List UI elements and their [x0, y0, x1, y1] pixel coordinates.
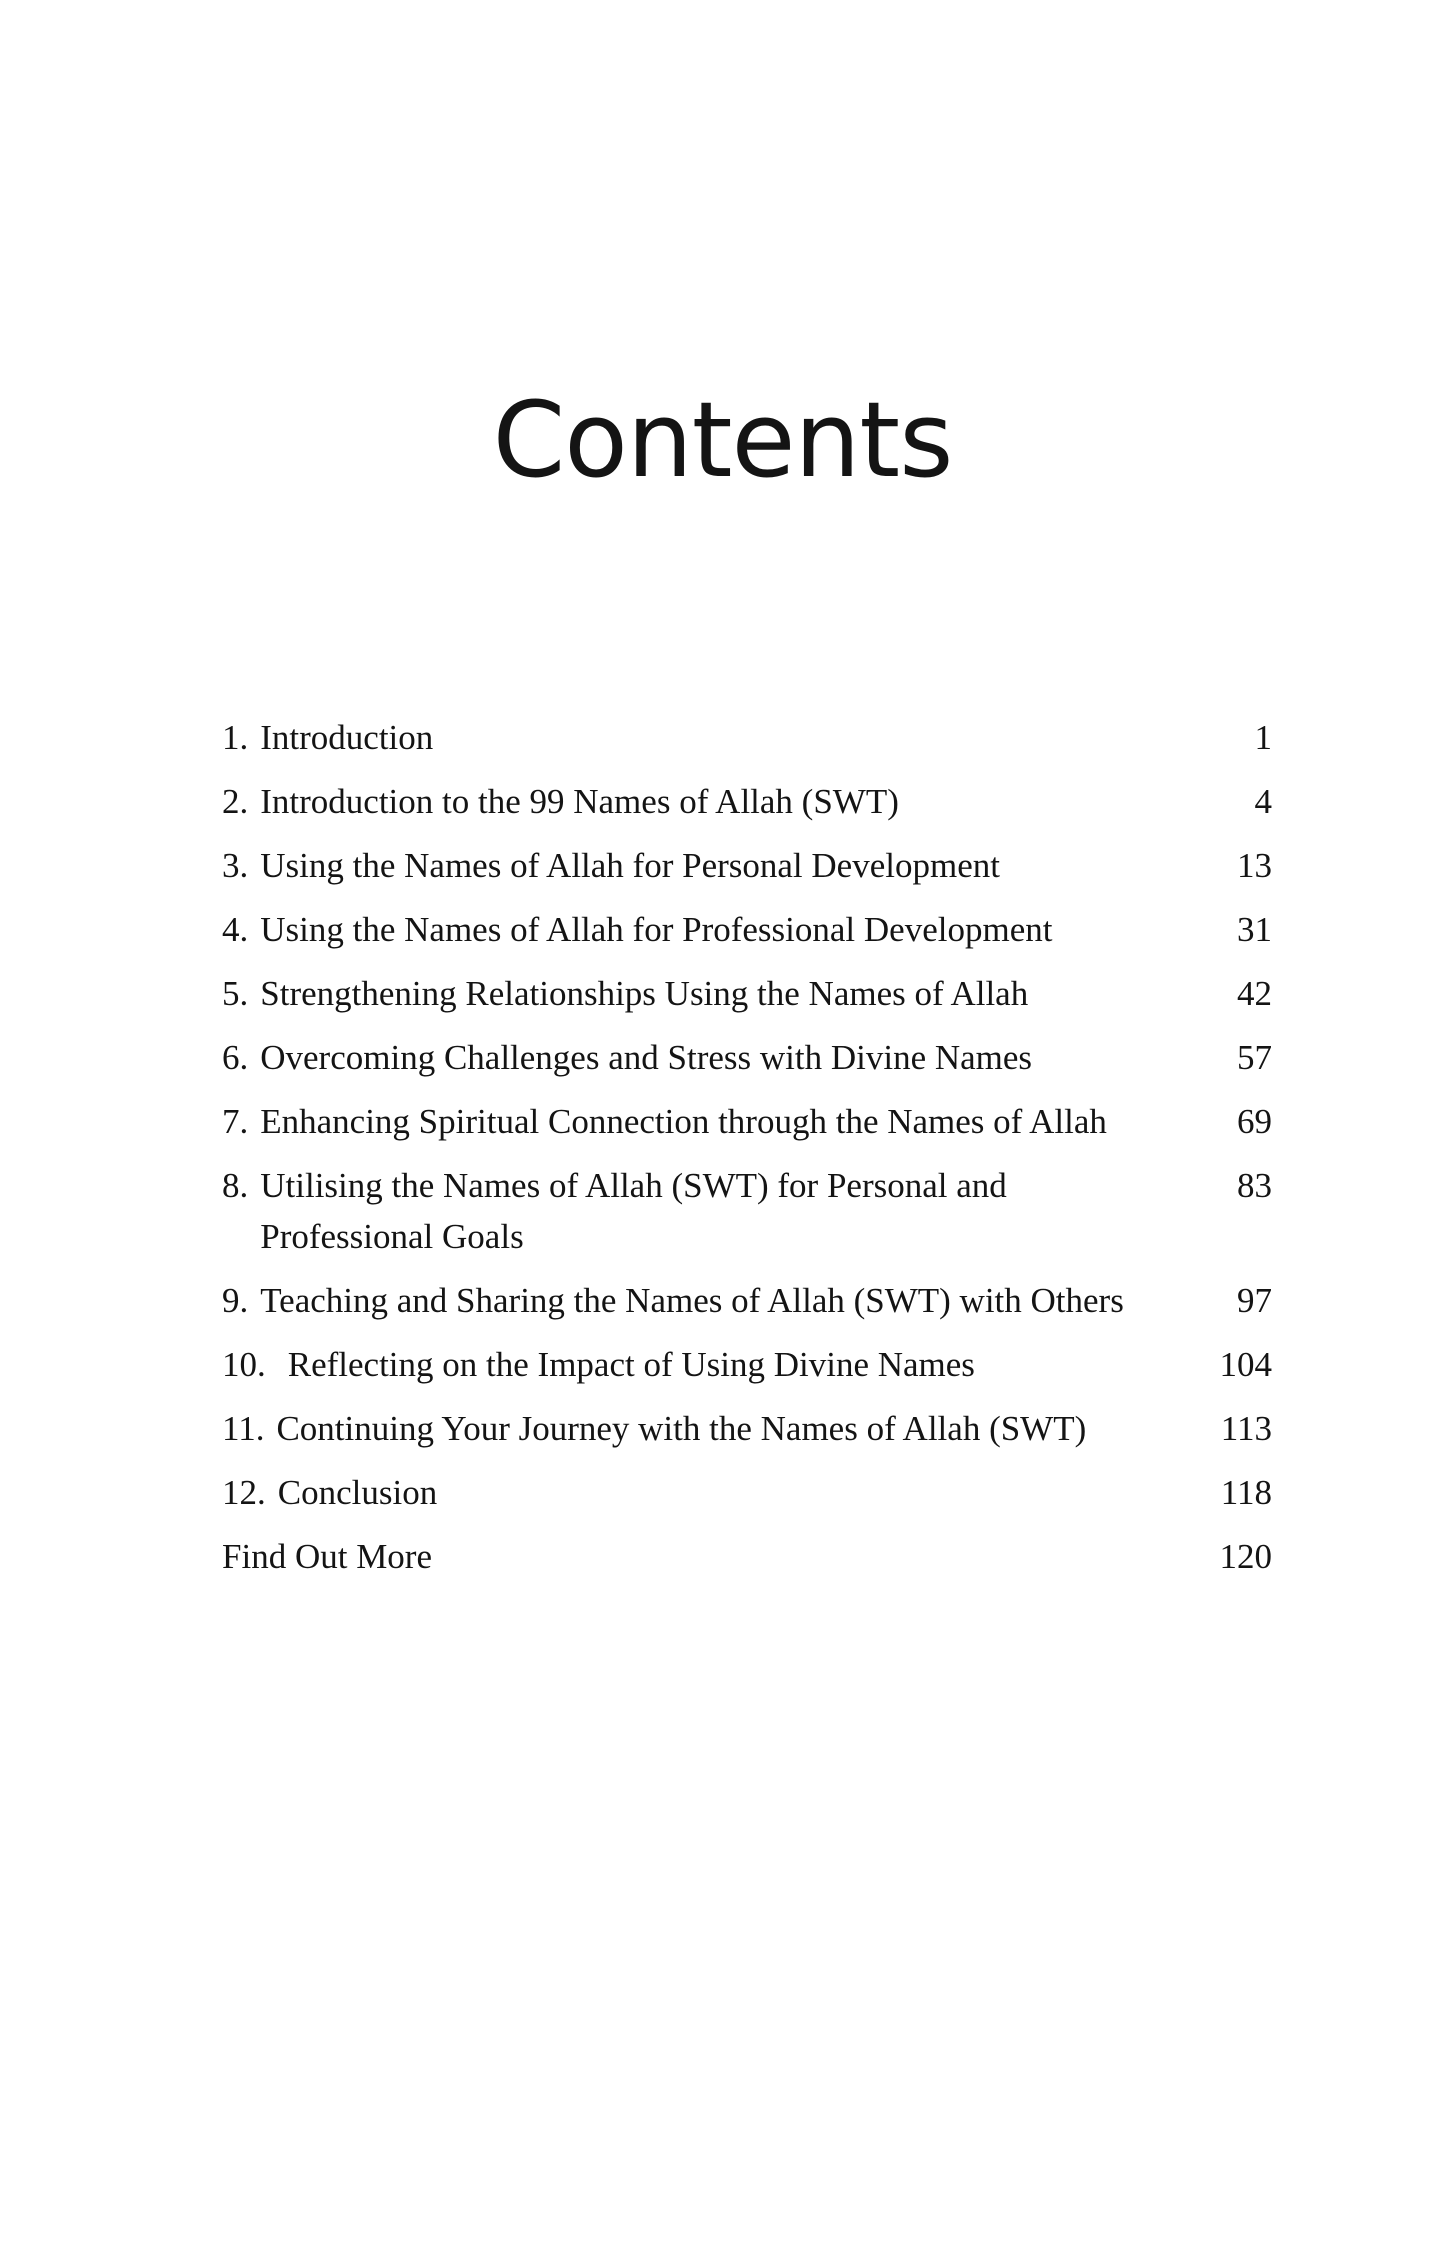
toc-entry-number: 8.: [222, 1166, 249, 1205]
toc-entry[interactable]: [222, 1032, 1272, 1083]
toc-entry-title: Strengthening Relationships Using the Names of Allah: [260, 974, 1029, 1013]
toc-entry-title: Overcoming Challenges and Stress with Divine Names: [260, 1038, 1033, 1077]
toc-entry-number: 2.: [222, 782, 249, 821]
toc-entry-number: 1.: [222, 718, 249, 757]
toc-entry-number: 6.: [222, 1038, 249, 1077]
toc-entry-number: 4.: [222, 910, 249, 949]
toc-entry-title: Introduction to the 99 Names of Allah (SWT): [260, 782, 899, 821]
toc-entry[interactable]: [222, 712, 1272, 763]
toc-entry-title: Teaching and Sharing the Names of Allah (SWT) with Others: [260, 1281, 1124, 1320]
toc-entry-page: 118: [1220, 1473, 1272, 1512]
toc-entry-number: 5.: [222, 974, 249, 1013]
table-of-contents: [222, 712, 1272, 1595]
toc-entry-title: Continuing Your Journey with the Names of Allah (SWT): [276, 1409, 1087, 1448]
toc-entry-title: Using the Names of Allah for Professional Development: [260, 910, 1053, 949]
toc-entry-page: 4: [1254, 782, 1272, 821]
toc-entry-title: Utilising the Names of Allah (SWT) for Personal and Professional Goals: [260, 1166, 1007, 1256]
toc-entry[interactable]: [222, 1275, 1272, 1326]
toc-entry-page: 113: [1220, 1409, 1272, 1448]
toc-entry-number: 12.: [222, 1473, 266, 1512]
toc-entry-title: Reflecting on the Impact of Using Divine Names: [287, 1345, 975, 1384]
toc-entry-number: 3.: [222, 846, 249, 885]
page-title: Contents: [492, 379, 953, 501]
toc-entry-page: 31: [1237, 910, 1272, 949]
toc-entry-page: 104: [1219, 1345, 1272, 1384]
toc-entry-number: 10.: [222, 1345, 266, 1384]
toc-entry-page: 120: [1219, 1537, 1272, 1576]
toc-entry-page: 1: [1254, 718, 1272, 757]
toc-entry[interactable]: [222, 776, 1272, 827]
toc-entry-page: 83: [1237, 1166, 1272, 1205]
toc-entry-title: Introduction: [260, 718, 434, 757]
toc-entry-page: 57: [1237, 1038, 1272, 1077]
toc-entry[interactable]: [222, 904, 1272, 955]
toc-entry[interactable]: [222, 1467, 1272, 1518]
toc-entry[interactable]: [222, 1339, 1272, 1390]
toc-entry-page: 42: [1237, 974, 1272, 1013]
toc-entry[interactable]: [222, 1531, 1272, 1582]
toc-entry[interactable]: [222, 1096, 1272, 1147]
toc-entry[interactable]: [222, 1160, 1272, 1262]
toc-entry-number: 9.: [222, 1281, 249, 1320]
toc-entry[interactable]: [222, 968, 1272, 1019]
toc-entry-title: Enhancing Spiritual Connection through the Names of Allah: [260, 1102, 1107, 1141]
toc-entry-title: Using the Names of Allah for Personal Development: [260, 846, 1000, 885]
toc-entry-title: Find Out More: [222, 1537, 432, 1576]
toc-entry-page: 13: [1237, 846, 1272, 885]
toc-entry-number: 7.: [222, 1102, 249, 1141]
toc-entry[interactable]: [222, 1403, 1272, 1454]
toc-entry-title: Conclusion: [277, 1473, 438, 1512]
toc-entry-number: 11.: [222, 1409, 265, 1448]
toc-entry[interactable]: [222, 840, 1272, 891]
toc-entry-page: 69: [1237, 1102, 1272, 1141]
toc-entry-page: 97: [1237, 1281, 1272, 1320]
